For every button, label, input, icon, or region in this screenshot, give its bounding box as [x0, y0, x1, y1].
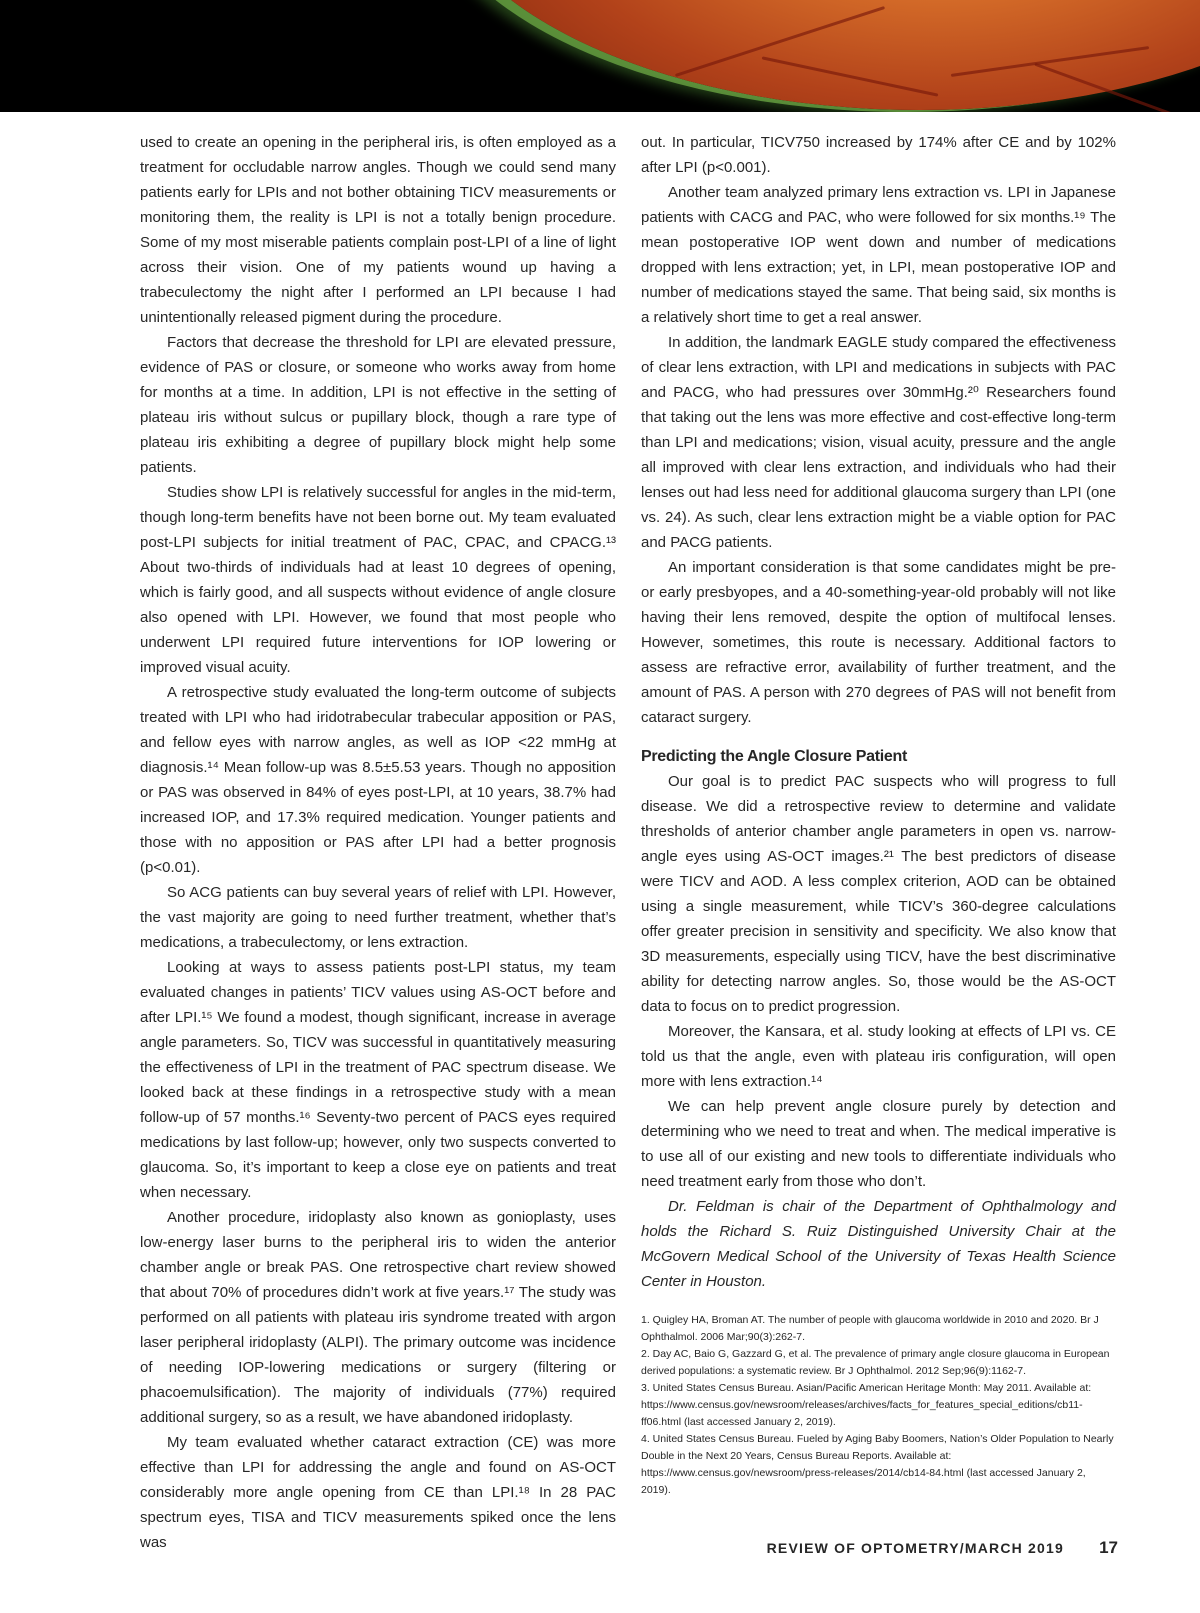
- paragraph: out. In particular, TICV750 increased by 174% after CE and by 102% after LPI (p<0.001).: [641, 134, 1116, 176]
- retina-fundus-image: [430, 0, 1200, 110]
- paragraph: Looking at ways to assess patients post-LPI status, my team evaluated changes in patients’ TICV values using AS-OCT before and after LPI.¹⁵ We found a modest, though significant, increase in average angle parameters. So, TICV was successful in quantitatively measuring the effectiveness of LPI in the treatment of PAC spectrum disease. We looked back at these findings in a retrospective study with a mean follow-up of 57 months.¹⁶ Seventy-two percent of PACS eyes required medications by last follow-up; however, only two suspects converted to glaucoma. So, it’s important to keep a close eye on patients and treat when necessary.: [140, 959, 616, 1201]
- reference-item: 4. United States Census Bureau. Fueled by Aging Baby Boomers, Nation’s Older Population to Nearly Double in the Next 20 Years, Census Bureau Reports. Available at: https://www.census.gov/newsroom/press-releases/2014/cb14-84.html (last accessed January 2, 2019).: [641, 1433, 1114, 1496]
- paragraph: My team evaluated whether cataract extraction (CE) was more effective than LPI for addressing the angle and found on AS-OCT considerably more angle opening from CE than LPI.¹⁸ In 28 PAC spectrum eyes, TISA and TICV measurements spiked once the lens was: [140, 1434, 616, 1551]
- reference-item: 2. Day AC, Baio G, Gazzard G, et al. The prevalence of primary angle closure glaucoma in European derived populations: a systematic review. Br J Ophthalmol. 2012 Sep;96(9):1162-7.: [641, 1348, 1110, 1377]
- paragraph: An important consideration is that some candidates might be pre- or early presbyopes, and a 40-something-year-old probably will not like having their lens removed, despite the option of multifocal lenses. However, sometimes, this route is necessary. Additional factors to assess are refractive error, availability of further treatment, and the amount of PAS. A person with 270 degrees of PAS will not benefit from cataract surgery.: [641, 559, 1116, 726]
- page-footer: [767, 1538, 1118, 1558]
- page-number: 17: [1099, 1538, 1118, 1557]
- paragraph: So ACG patients can buy several years of relief with LPI. However, the vast majority are going to need further treatment, whether that’s medications, a trabeculectomy, or lens extraction.: [140, 884, 616, 951]
- paragraph: Our goal is to predict PAC suspects who will progress to full disease. We did a retrospective review to determine and validate thresholds of anterior chamber angle parameters in open vs. narrow-angle eyes using AS-OCT images.²¹ The best predictors of disease were TICV and AOD. A less complex criterion, AOD can be obtained using a single measurement, while TICV’s 360-degree calculations offer greater precision in sensitivity and specificity. We also know that 3D measurements, especially using TICV, have the best discriminative ability for detecting narrow angles. So, those would be the AS-OCT data to focus on to predict progression.: [641, 773, 1116, 1015]
- paragraph: Another procedure, iridoplasty also known as gonioplasty, uses low-energy laser burns to the peripheral iris to widen the anterior chamber angle or break PAS. One retrospective chart review showed that about 70% of procedures didn’t work at five years.¹⁷ The study was performed on all patients with plateau iris syndrome treated with argon laser peripheral iridoplasty (ALPI). The primary outcome was incidence of needing IOP-lowering medications or surgery (filtering or phacoemulsification). The majority of individuals (77%) required additional surgery, so as a result, we have abandoned iridoplasty.: [140, 1209, 616, 1426]
- left-column: [140, 130, 616, 1555]
- section-heading: Predicting the Angle Closure Patient: [641, 748, 907, 765]
- reference-item: 1. Quigley HA, Broman AT. The number of people with glaucoma worldwide in 2010 and 2020. Br J Ophthalmol. 2006 Mar;90(3):262-7.: [641, 1314, 1099, 1343]
- paragraph: A retrospective study evaluated the long-term outcome of subjects treated with LPI who had iridotrabecular trabecular apposition or PAS, and fellow eyes with narrow angles, as well as IOP <22 mmHg at diagnosis.¹⁴ Mean follow-up was 8.5±5.53 years. Though no apposition or PAS was observed in 84% of eyes post-LPI, at 10 years, 38.7% had increased IOP, and 17.3% required medication. Younger patients and those with no apposition or PAS after LPI had a better prognosis (p<0.01).: [140, 684, 616, 876]
- paragraph: Another team analyzed primary lens extraction vs. LPI in Japanese patients with CACG and PAC, who were followed for six months.¹⁹ The mean postoperative IOP went down and number of medications dropped with lens extraction; yet, in LPI, mean postoperative IOP and number of medications stayed the same. That being said, six months is a relatively short time to get a real answer.: [641, 184, 1116, 326]
- paragraph: Factors that decrease the threshold for LPI are elevated pressure, evidence of PAS or closure, or someone who works away from home for months at a time. In addition, LPI is not effective in the setting of plateau iris without sulcus or pupillary block, though a rare type of plateau iris exhibiting a degree of pupillary block might help some patients.: [140, 334, 616, 476]
- paragraph: Moreover, the Kansara, et al. study looking at effects of LPI vs. CE told us that the angle, even with plateau iris configuration, will open more with lens extraction.¹⁴: [641, 1023, 1116, 1090]
- paragraph: Studies show LPI is relatively successful for angles in the mid-term, though long-term benefits have not been borne out. My team evaluated post-LPI subjects for initial treatment of PAC, CPAC, and CPACG.¹³ About two-thirds of individuals had at least 10 degrees of opening, which is fairly good, and all suspects without evidence of angle closure also opened with LPI. However, we found that most people who underwent LPI required future interventions for IOP lowering or improved visual acuity.: [140, 484, 616, 676]
- paragraph: We can help prevent angle closure purely by detection and determining who we need to treat and when. The medical imperative is to use all of our existing and new tools to differentiate individuals who need treatment early from those who don’t.: [641, 1098, 1116, 1190]
- publication-title: REVIEW OF OPTOMETRY/MARCH 2019: [766, 1540, 1064, 1556]
- right-column: [641, 130, 1116, 1499]
- author-bio: Dr. Feldman is chair of the Department of Ophthalmology and holds the Richard S. Ruiz Distinguished University Chair at the McGovern Medical School of the University of Texas Health Science Center in Houston.: [641, 1198, 1116, 1290]
- references: [641, 1312, 1116, 1499]
- reference-item: 3. United States Census Bureau. Asian/Pacific American Heritage Month: May 2011. Available at: https://www.census.gov/newsroom/releases/archives/facts_for_features_special_editions/cb11-ff06.html (last accessed January 2, 2019).: [641, 1382, 1092, 1428]
- paragraph: In addition, the landmark EAGLE study compared the effectiveness of clear lens extraction, with LPI and medications in subjects with PAC and PACG, who had pressures over 30mmHg.²⁰ Researchers found that taking out the lens was more effective and cost-effective long-term than LPI and medications; vision, visual acuity, pressure and the angle all improved with clear lens extraction, and individuals who had their lenses out had less need for additional glaucoma surgery than LPI (one vs. 24). As such, clear lens extraction might be a viable option for PAC and PACG patients.: [641, 334, 1116, 551]
- header-banner: [0, 0, 1200, 112]
- paragraph: used to create an opening in the peripheral iris, is often employed as a treatment for occludable narrow angles. Though we could send many patients early for LPIs and not bother obtaining TICV measurements or monitoring them, the reality is LPI is not a totally benign procedure. Some of my most miserable patients complain post-LPI of a line of light across their vision. One of my patients wound up having a trabeculectomy the night after I performed an LPI because I had unintentionally released pigment during the procedure.: [140, 134, 616, 326]
